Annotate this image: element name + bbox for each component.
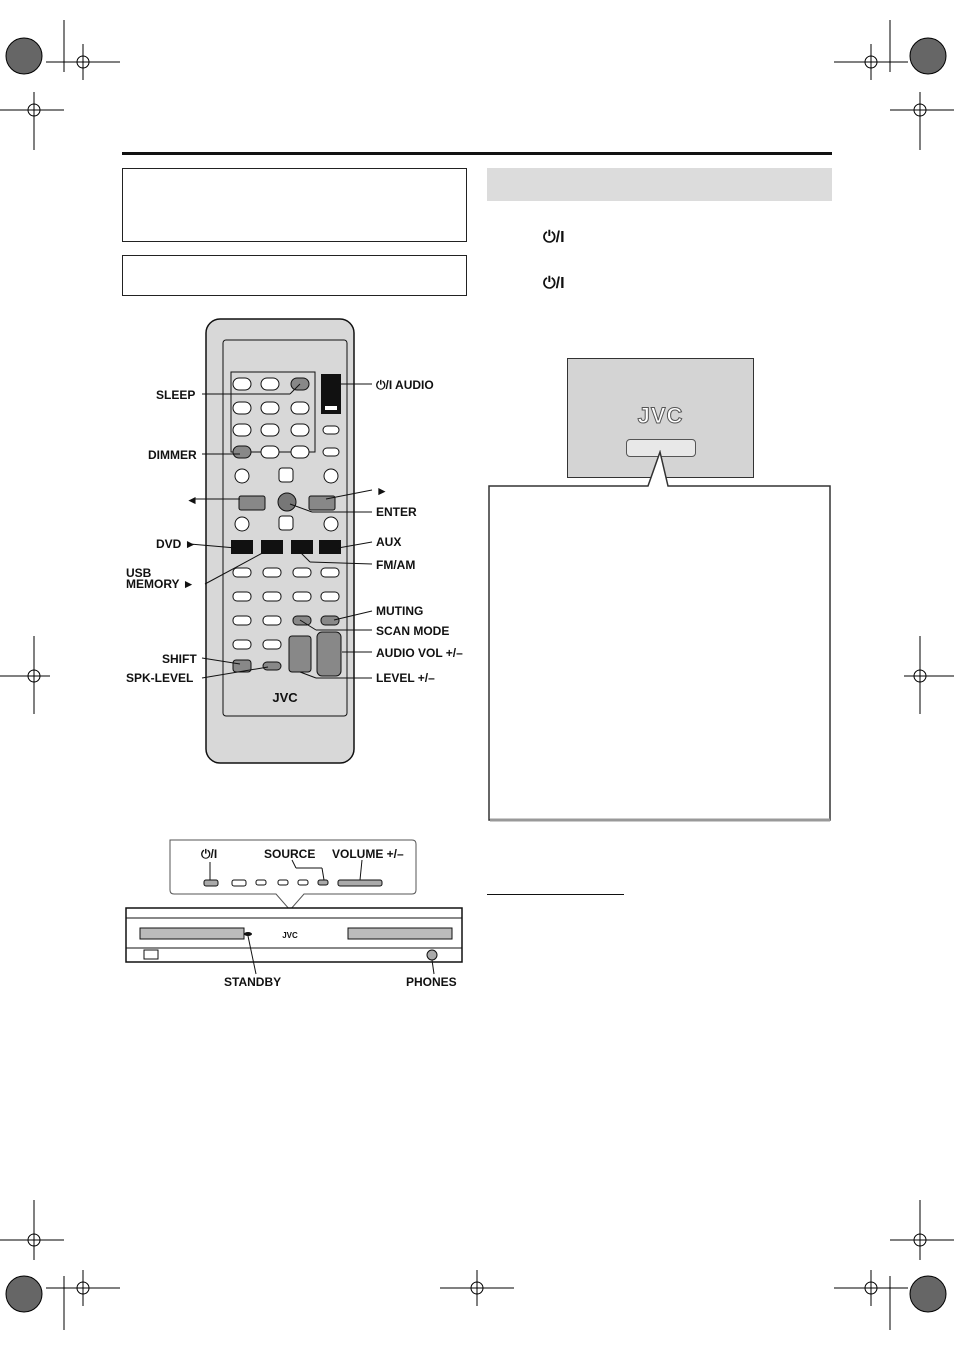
- label-volume: VOLUME +/–: [332, 847, 404, 861]
- front-panel-brand-logo: JVC: [282, 931, 298, 940]
- label-shift: SHIFT: [162, 652, 197, 666]
- label-dvd: DVD ►: [156, 537, 197, 551]
- label-left-arrow: ◄: [186, 493, 198, 507]
- label-spk-level: SPK-LEVEL: [126, 671, 194, 685]
- label-usb: USB: [126, 566, 152, 580]
- label-right-arrow: ►: [376, 484, 388, 498]
- label-enter: ENTER: [376, 505, 417, 519]
- label-muting: MUTING: [376, 604, 424, 618]
- label-dimmer: DIMMER: [148, 448, 197, 462]
- label-audio-power: ⏻/I AUDIO: [376, 378, 434, 392]
- display-brand-logo: JVC: [637, 403, 684, 428]
- remote-brand-logo: JVC: [272, 690, 298, 705]
- label-scan-mode: SCAN MODE: [376, 624, 450, 638]
- label-standby: STANDBY: [224, 975, 282, 989]
- label-phones: PHONES: [406, 975, 457, 989]
- power-symbol-step-1: ⏻/I: [543, 229, 565, 246]
- label-sleep: SLEEP: [156, 388, 196, 402]
- label-level: LEVEL +/–: [376, 671, 435, 685]
- label-fm-am: FM/AM: [376, 558, 416, 572]
- label-aux: AUX: [376, 535, 402, 549]
- label-audio-vol: AUDIO VOL +/–: [376, 646, 463, 660]
- power-symbol-step-2: ⏻/I: [543, 275, 565, 292]
- label-source: SOURCE: [264, 847, 316, 861]
- label-front-power: ⏻/I: [201, 847, 218, 861]
- label-usb-memory: MEMORY ►: [126, 577, 195, 591]
